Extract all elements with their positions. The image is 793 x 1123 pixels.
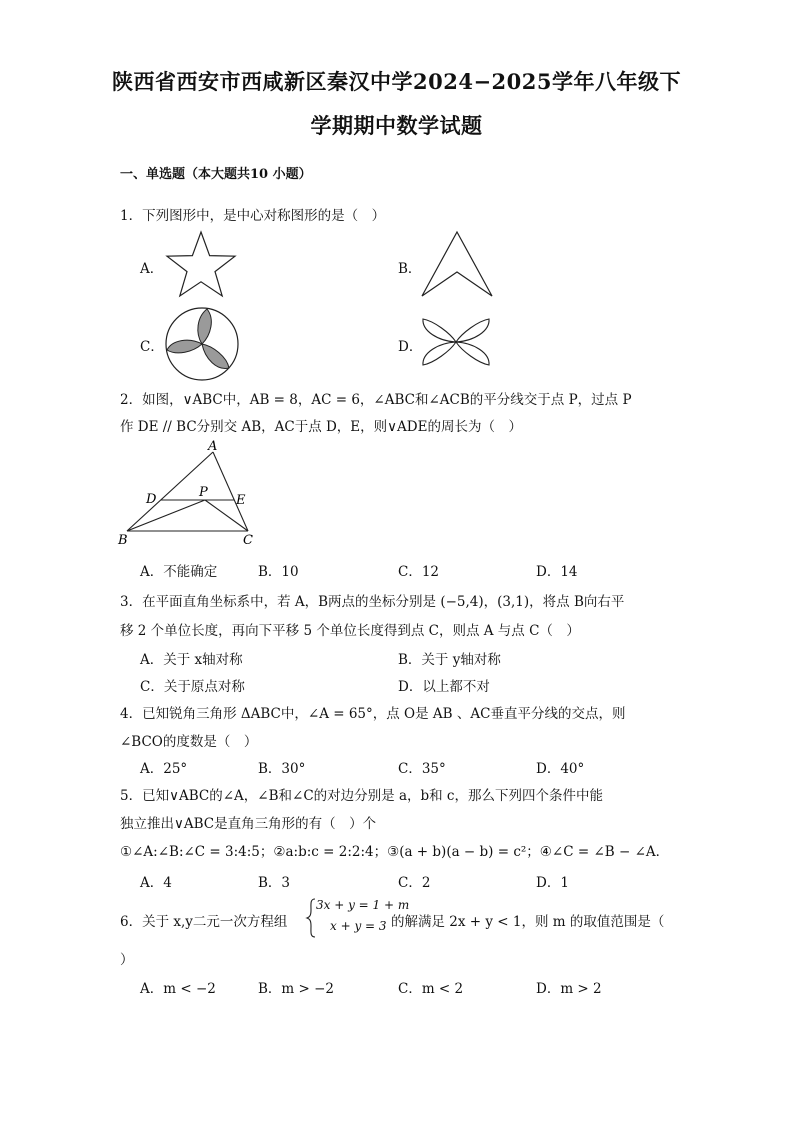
q1-option-a-label: A． [140,261,164,277]
q4-option-a: A．25° [140,761,188,777]
q4-option-b: B．30° [258,761,306,777]
question-6-suffix: 的解满足 2x + y < 1，则 m 的取值范围是（ [391,914,665,930]
system-equation-2: x + y = 3 [330,919,387,933]
question-6-line2: ） [120,952,134,968]
arrowhead-icon [420,230,494,300]
q6-option-d: D．m > 2 [536,981,602,997]
question-6-prefix: 6．关于 x,y二元一次方程组 [120,914,288,930]
q6-option-a: A．m < −2 [140,981,216,997]
page-title-line1: 陕西省西安市西咸新区秦汉中学2024−2025学年八年级下 [112,69,681,94]
vertex-label-c: C [243,533,253,548]
question-3-line2: 移 2 个单位长度，再向下平移 5 个单位长度得到点 C，则点 A 与点 C（ ） [120,623,580,639]
system-equation-1: 3x + y = 1 + m [316,898,410,912]
q4-option-c: C．35° [398,761,446,777]
q1-option-b-label: B． [398,261,422,277]
q3-option-c: C．关于原点对称 [140,679,245,695]
q2-option-a: A．不能确定 [140,564,218,580]
q2-option-c: C．12 [398,564,440,580]
q3-option-d: D．以上都不对 [398,679,490,695]
triangle-figure [115,440,265,550]
q2-option-b: B．10 [258,564,299,580]
question-1-stem: 1．下列图形中，是中心对称图形的是（ ） [120,208,386,224]
q3-option-b: B．关于 y轴对称 [398,652,501,668]
q5-option-d: D．1 [536,875,569,891]
q6-option-c: C．m < 2 [398,981,464,997]
q1-option-d-label: D． [398,339,423,355]
question-2-line1: 2．如图，∨ABC中，AB = 8，AC = 6，∠ABC和∠ACB的平分线交于点 P，过点 P [120,392,632,408]
question-5-line2: 独立推出∨ABC是直角三角形的有（ ）个 [120,816,377,832]
q5-option-a: A．4 [140,875,172,891]
question-5-line1: 5．已知∨ABC的∠A，∠B和∠C的对边分别是 a，b和 c，那么下列四个条件中能 [120,788,603,804]
vertex-label-d: D [146,492,157,507]
q5-option-c: C．2 [398,875,431,891]
four-petal-flower-icon [420,307,492,377]
section-header: 一、单选题（本大题共10 小题） [120,167,312,182]
q6-option-b: B．m > −2 [258,981,335,997]
vertex-label-p: P [199,485,208,500]
q1-option-c-label: C． [140,339,164,355]
question-3-line1: 3．在平面直角坐标系中，若 A，B两点的坐标分别是 (−5,4)，(3,1)，将点 B向右平 [120,594,625,610]
q5-option-b: B．3 [258,875,291,891]
left-brace-icon [306,898,316,938]
vertex-label-a: A [208,439,218,454]
page-title-line2: 学期期中数学试题 [310,113,483,138]
q4-option-d: D．40° [536,761,585,777]
question-2-line2: 作 DE // BC分别交 AB，AC于点 D，E，则∨ADE的周长为（ ） [120,419,522,435]
star-icon [164,230,238,298]
question-4-line2: ∠BCO的度数是（ ） [120,734,258,750]
three-petal-circle-icon [163,305,241,383]
question-5-conditions: ①∠A:∠B:∠C = 3:4:5；②a:b:c = 2:2:4；③(a + b)(a − b) = c²；④∠C = ∠B − ∠A． [120,844,670,860]
vertex-label-b: B [118,533,128,548]
q3-option-a: A．关于 x轴对称 [140,652,243,668]
q2-option-d: D．14 [536,564,578,580]
question-4-line1: 4．已知锐角三角形 ΔABC中，∠A = 65°，点 O是 AB 、AC垂直平分线的交点，则 [120,706,626,722]
vertex-label-e: E [236,493,246,508]
